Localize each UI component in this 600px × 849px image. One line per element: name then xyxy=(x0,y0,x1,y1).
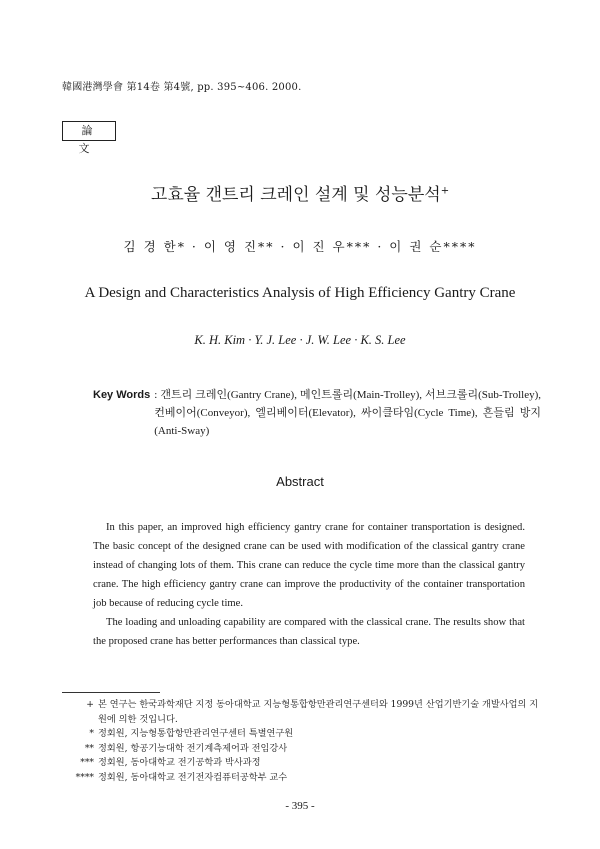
authors-korean: 김 경 한* · 이 영 진** · 이 진 우*** · 이 권 순**** xyxy=(123,239,477,254)
footnote-text: 정회원, 동아대학교 전기전자컴퓨터공학부 교수 xyxy=(98,771,288,783)
footnote-item xyxy=(62,756,540,771)
article-type-label: 論 文 xyxy=(62,121,116,141)
abstract-heading: Abstract xyxy=(276,474,324,489)
footnote-mark: * xyxy=(89,728,94,739)
footnote-mark: + xyxy=(86,699,94,710)
abstract-paragraph: In this paper, an improved high efficiency gantry crane for container transportation is designed. The basic concept of the designed crane can be used with modification of the classical gantry crane instead of changing lots of them. This crane can reduce the cycle time more than the classical gantry crane. The high efficiency gantry crane can improve the productivity of the container transportation job because of reducing cycle time. xyxy=(93,522,525,609)
page-number: - 395 - xyxy=(285,800,315,812)
footnote-item xyxy=(62,727,540,742)
footnote-item xyxy=(62,771,540,786)
journal-header: 韓國港灣學會 第14卷 第4號, pp. 395~406. 2000. xyxy=(62,82,302,93)
abstract-body xyxy=(93,518,525,651)
footnote-item xyxy=(62,698,540,727)
footnote-mark: *** xyxy=(80,757,94,768)
title-korean xyxy=(0,180,600,205)
footnote-mark: **** xyxy=(75,771,94,783)
title-english: A Design and Characteristics Analysis of High Efficiency Gantry Crane xyxy=(84,285,516,301)
footnote-text: 본 연구는 한국과학재단 지정 동아대학교 지능형통합항만관리연구센터와 1999년 산업기반기술 개발사업의 지원에 의한 것입니다. xyxy=(98,699,539,725)
keywords-block xyxy=(93,386,541,440)
keywords-text: : 갠트리 크레인(Gantry Crane), 메인트롤리(Main-Trolley), 서브크롤리(Sub-Trolley), 컨베이어(Conveyor), 엘리베이터(Elevator), 싸이클타임(Cycle Time), 흔들림 방지(Anti-Sway) xyxy=(154,389,541,437)
footnotes xyxy=(62,698,540,785)
title-korean-text: 고효율 갠트리 크레인 설계 및 성능분석 xyxy=(150,185,441,205)
footnote-text: 정회원, 동아대학교 전기공학과 박사과정 xyxy=(98,757,261,768)
footnote-item xyxy=(62,742,540,757)
footnote-text: 정회원, 지능형통합항만관리연구센터 특별연구원 xyxy=(98,728,294,739)
footnote-mark: ** xyxy=(84,742,94,754)
footnote-rule xyxy=(62,692,160,693)
abstract-paragraph: The loading and unloading capability are compared with the classical crane. The results show that the proposed crane has better performances than classical type. xyxy=(93,617,525,647)
footnote-text: 정회원, 항공기능대학 전기계측제어과 전임강사 xyxy=(98,742,288,754)
authors-english: K. H. Kim · Y. J. Lee · J. W. Lee · K. S. Lee xyxy=(194,333,406,347)
keywords-label: Key Words xyxy=(93,389,151,401)
title-superscript: + xyxy=(440,185,450,197)
